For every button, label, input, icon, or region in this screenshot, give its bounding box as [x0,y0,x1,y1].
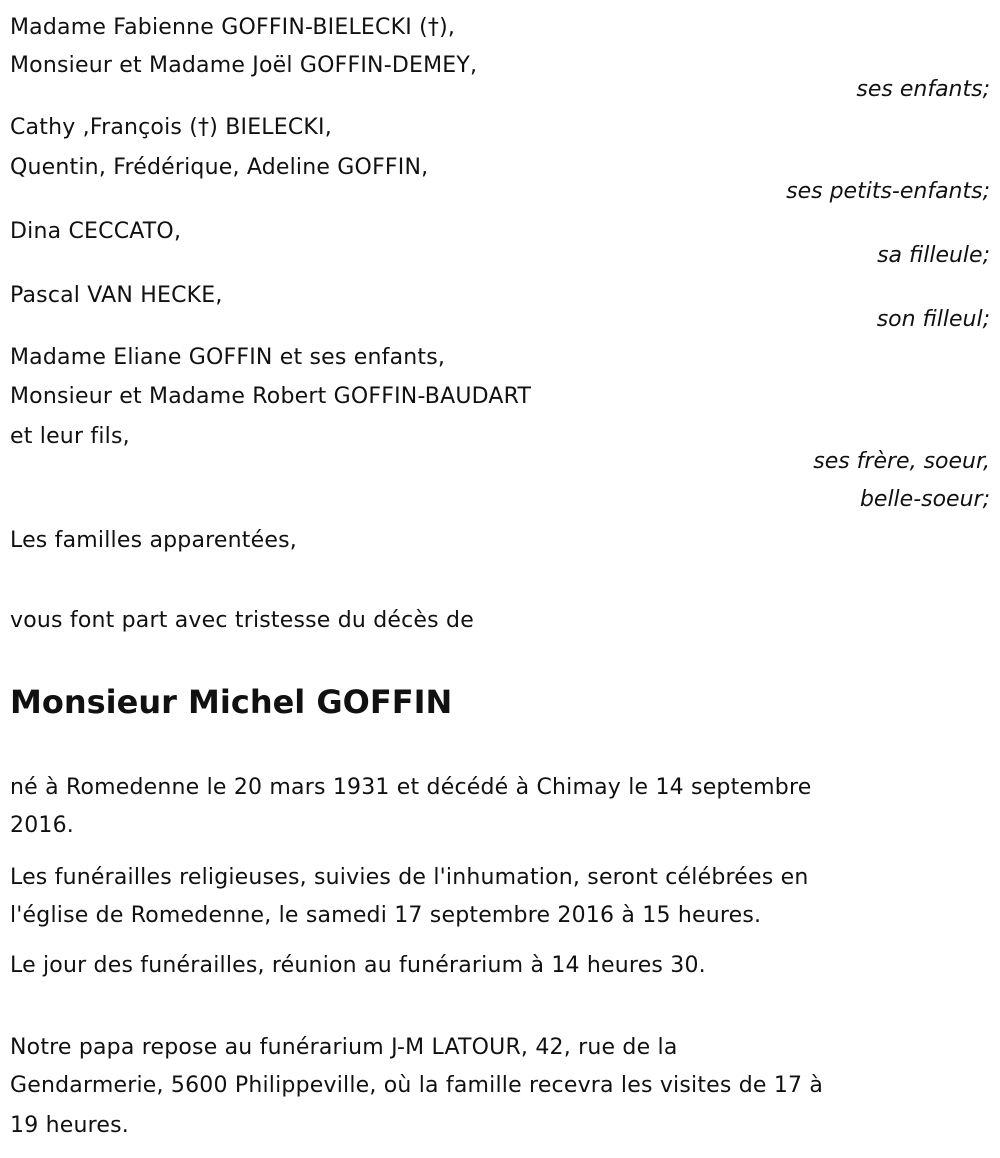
relation-label: ses frère, soeur, [813,449,990,474]
family-name-line: Pascal VAN HECKE, [10,283,223,308]
paragraph-line: Le jour des funérailles, réunion au funérarium à 14 heures 30. [10,953,706,978]
paragraph-line: l'église de Romedenne, le samedi 17 septembre 2016 à 15 heures. [10,903,762,928]
deceased-name: Monsieur Michel GOFFIN [10,683,453,721]
family-name-line: Madame Fabienne GOFFIN-BIELECKI (†), [10,15,456,40]
relation-label: son filleul; [876,307,990,332]
family-name-line: Cathy ,François (†) BIELECKI, [10,115,332,140]
paragraph-line: 19 heures. [10,1113,129,1138]
paragraph-line: Gendarmerie, 5600 Philippeville, où la famille recevra les visites de 17 à [10,1073,824,1098]
family-name-line: Monsieur et Madame Joël GOFFIN-DEMEY, [10,53,478,78]
family-name-line: Monsieur et Madame Robert GOFFIN-BAUDART [10,384,532,409]
relation-label: ses petits-enfants; [786,179,990,204]
family-name-line: et leur fils, [10,424,130,449]
announcement-line: vous font part avec tristesse du décès de [10,608,474,633]
paragraph-line: Les funérailles religieuses, suivies de l'inhumation, seront célébrées en [10,865,809,890]
relation-label: sa filleule; [877,243,990,268]
relation-label: belle-soeur; [859,487,990,512]
family-name-line: Madame Eliane GOFFIN et ses enfants, [10,345,446,370]
paragraph-line: 2016. [10,813,74,838]
relation-label: ses enfants; [856,77,990,102]
family-name-line: Quentin, Frédérique, Adeline GOFFIN, [10,155,429,180]
family-name-line: Dina CECCATO, [10,219,182,244]
paragraph-line: Notre papa repose au funérarium J-M LATOUR, 42, rue de la [10,1035,678,1060]
paragraph-line: né à Romedenne le 20 mars 1931 et décédé à Chimay le 14 septembre [10,775,812,800]
families-line: Les familles apparentées, [10,528,297,553]
